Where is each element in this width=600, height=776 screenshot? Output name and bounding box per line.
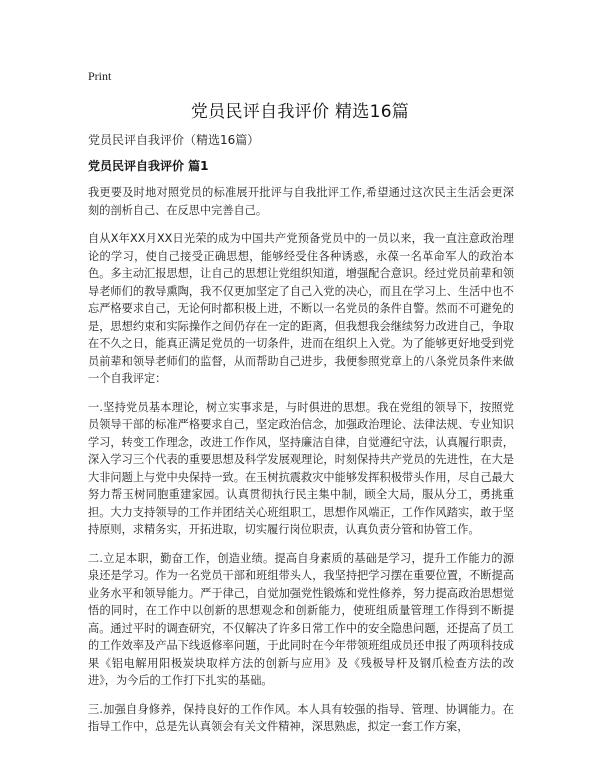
print-label: Print bbox=[88, 69, 112, 83]
paragraph-point-1: 一.坚持党员基本理论，树立实事求是，与时俱进的思想。我在党组的领导下，按照党员领导干部的标准严格要求自己，坚定政治信念，加强政治理论、法律法规、专业知识学习，转变工作理念，改进工作作风，坚持廉洁自律，自觉遵纪守法，认真履行职责，深入学习三个代表的重要思想及科学发展观理论，时刻保持共产党员的先进性，在大是大非问题上与党中央保持一致。在玉树抗震救灾中能够发挥积极带头作用，尽自己最大努力帮玉树同胞重建家园。认真贯彻执行民主集中制，顾全大局，服从分工，勇挑重担。大力支持领导的工作并团结关心班组职工，思想作风端正，工作作风踏实，敢于坚持原则，求精务实，开拓进取，切实履行岗位职责，认真负责分管和协管工作。 bbox=[88, 400, 514, 536]
section-heading: 党员民评自我评价 篇1 bbox=[88, 159, 209, 173]
document-title: 党员民评自我评价 精选16篇 bbox=[190, 102, 410, 122]
document-subtitle: 党员民评自我评价（精选16篇） bbox=[88, 133, 260, 147]
paragraph-background: 自从X年XX月XX日光荣的成为中国共产党预备党员中的一员以来，我一直注意政治理论的学习，使自己接受正确思想，能够经受住各种诱惑，永葆一名革命军人的政治本色。多主动汇报思想，让自己的思想让党组织知道，增强配合意识。经过党员前辈和领导老师们的教导熏陶，我不仅更加坚定了自己入党的决心，而且在学习上、生活中也不忘严格要求自己，无论何时都积极上进，不断以一名党员的条件自警。然而不可避免的是，思想约束和实际操作之间仍存在一定的距离，但我想我会继续努力改进自己，争取在不久之日，能真正满足党员的一切条件，进而在组织上入党。为了能够更好地受到党员前辈和领导老师们的监督，从而帮助自己进步，我便参照党章上的八条党员条件来做一个自我评定： bbox=[88, 232, 514, 385]
document-body bbox=[88, 131, 514, 747]
paragraph-point-3: 三.加强自身修养，保持良好的工作作风。本人具有较强的指导、管理、协调能力。在指导工作中，总是先认真领会有关文件精神，深思熟虑，拟定一套工作方案， bbox=[88, 702, 514, 733]
paragraph-intro: 我更要及时地对照党员的标准展开批评与自我批评工作,希望通过这次民主生活会更深刻的剖析自己、在反思中完善自己。 bbox=[88, 186, 514, 217]
paragraph-point-2: 二.立足本职，勤奋工作，创造业绩。提高自身素质的基础是学习，提升工作能力的源泉还是学习。作为一名党员干部和班组带头人，我坚持把学习摆在重要位置，不断提高业务水平和领导能力。严于律己，自觉加强党性锻炼和党性修养，努力提高政治思想觉悟的同时，在工作中以创新的思想观念和创新能力，使班组质量管理工作得到不断提高。通过平时的调查研究，不仅解决了许多日常工作中的安全隐患问题，还提高了员工的工作效率及产品下线返修率问题，于此同时在今年带领班组成员还申报了两项科技成果《铝电解用阳极炭块取样方法的创新与应用》及《残极导杆及钢爪检查方法的改进》，为今后的工作打下扎实的基础。 bbox=[88, 551, 514, 687]
